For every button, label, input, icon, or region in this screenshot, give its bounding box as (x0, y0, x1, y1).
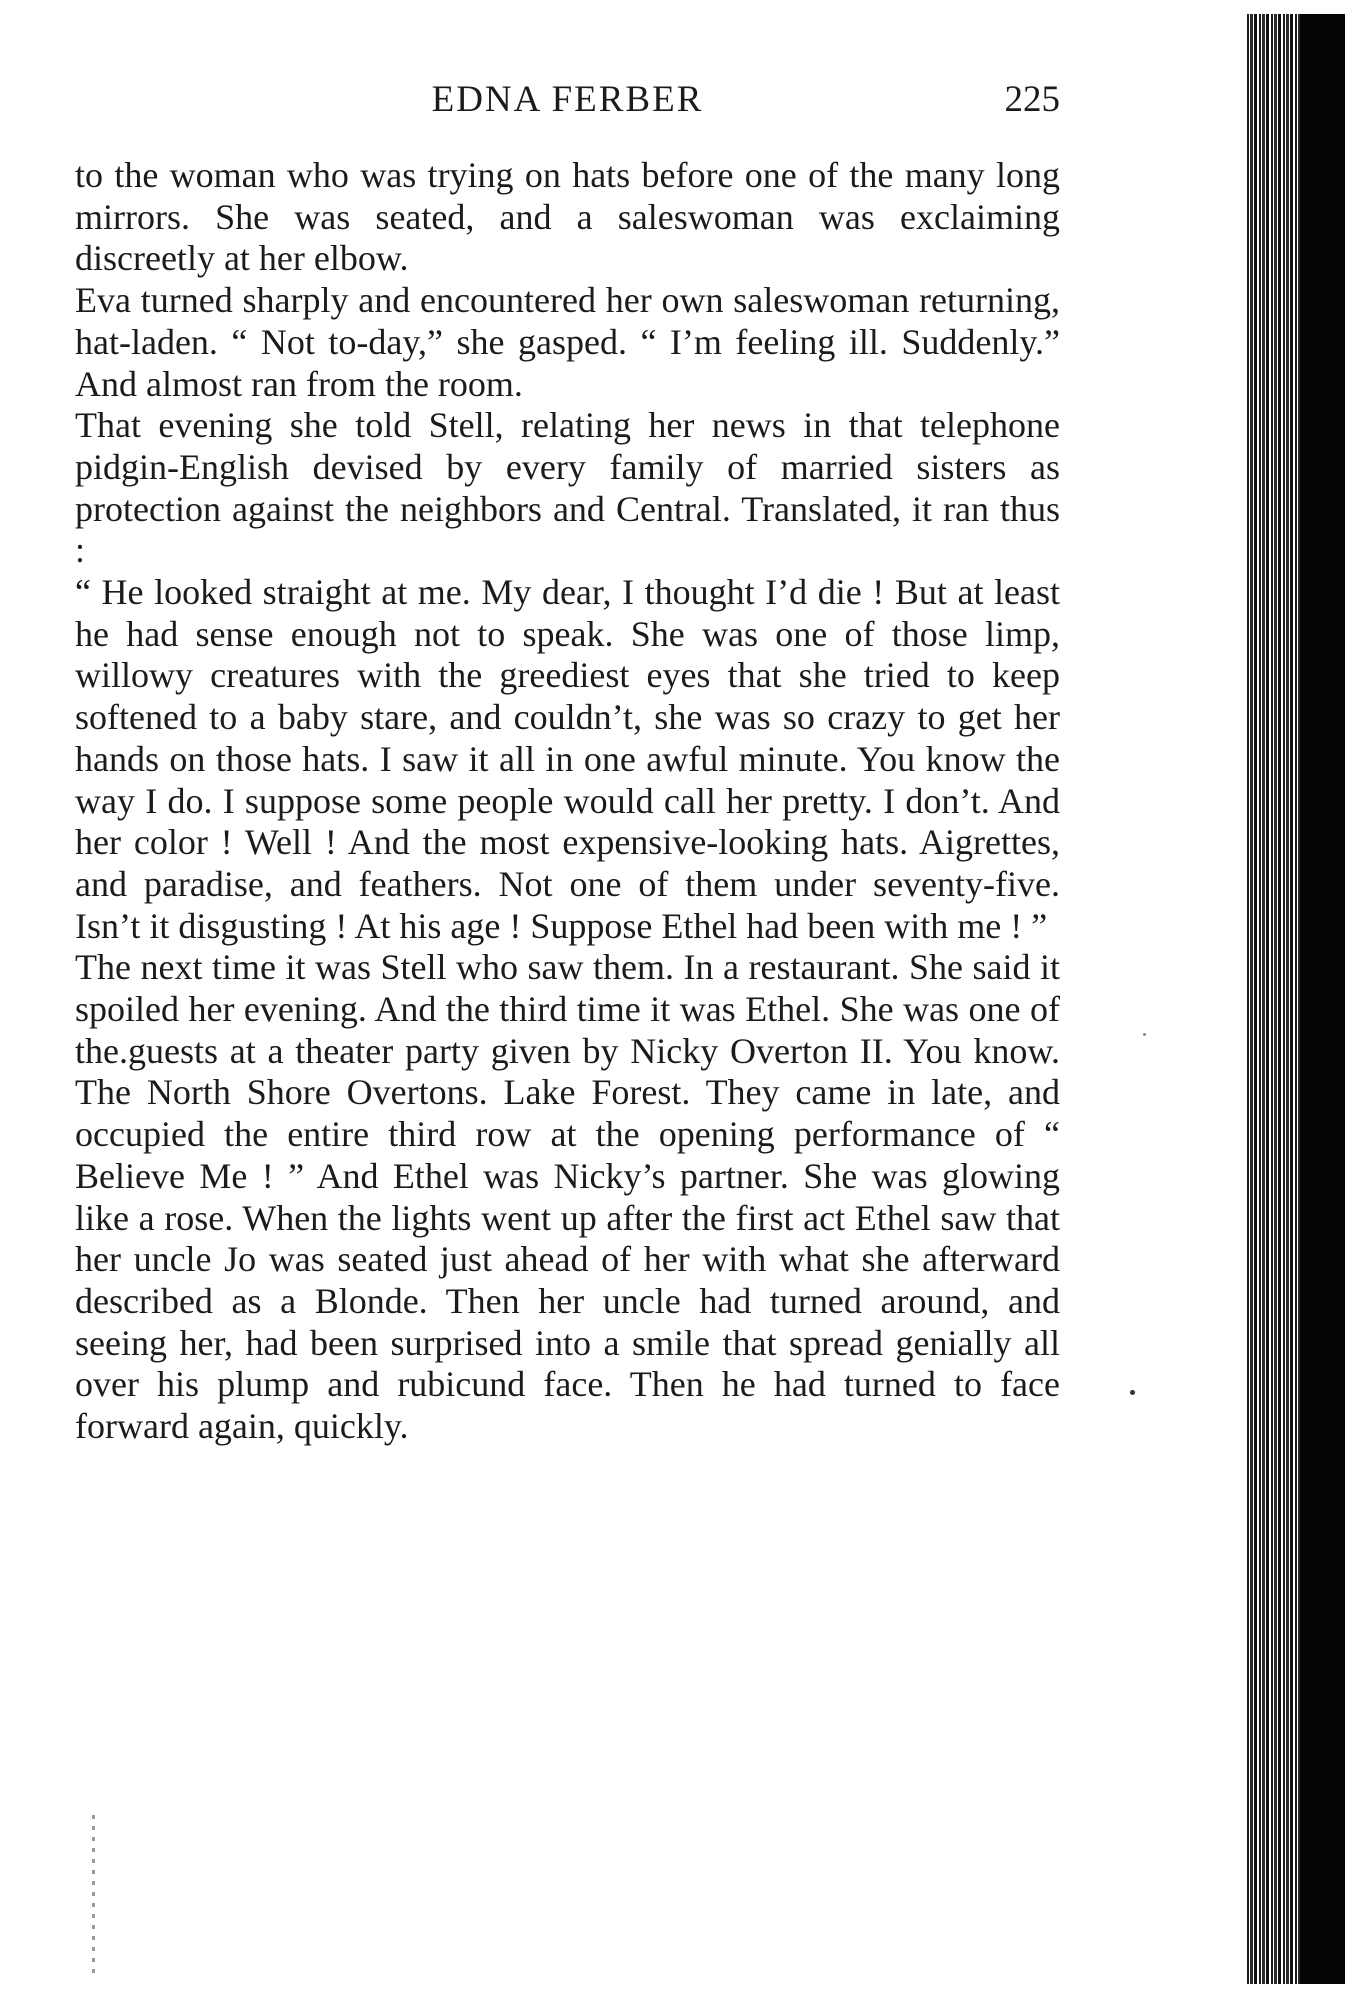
scan-speck (1130, 1390, 1135, 1395)
paragraph-5: The next time it was Stell who saw them. In a restaurant. She said it spoiled her evening. And the third time it was Ethel. She was one of the.guests at a theater party given by Nicky Overton II. You know. The North Shore Overtons. Lake Forest. They came in late, and occupied the entire third row at the opening performance of “ Believe Me ! ” And Ethel was Nicky’s partner. She was glowing like a rose. When the lights went up after the first act Ethel saw that her uncle Jo was seated just ahead of her with what she afterward described as a Blonde. Then her uncle had turned around, and seeing her, had been surprised into a smile that spread genially all over his plump and rubicund face. Then he had turned to face forward again, quickly. (75, 947, 1060, 1447)
scan-speck (1143, 1033, 1146, 1036)
running-title: EDNA FERBER (431, 79, 704, 120)
paragraph-3: That evening she told Stell, relating her news in that telephone pidgin-English devised by every family of married sisters as protection against the neighbors and Central. Translated, it ran thus : (75, 405, 1060, 571)
scan-gutter-mark (92, 1815, 95, 1980)
running-head (75, 78, 1060, 128)
paragraph-1: to the woman who was trying on hats before one of the many long mirrors. She was seated, and a saleswoman was exclaiming discreetly at her elbow. (75, 155, 1060, 279)
paragraph-4: “ He looked straight at me. My dear, I thought I’d die ! But at least he had sense enough not to speak. She was one of those limp, willowy creatures with the greediest eyes that she tried to keep softened to a baby stare, and couldn’t, she was so crazy to get her hands on those hats. I saw it all in one awful minute. You know the way I do. I suppose some people would call her pretty. I don’t. And her color ! Well ! And the most expensive-looking hats. Aigrettes, and paradise, and feathers. Not one of them under seventy-five. Isn’t it disgusting ! At his age ! Suppose Ethel had been with me ! ” (75, 572, 1060, 946)
body-text (75, 155, 1060, 1448)
page-number: 225 (1004, 79, 1060, 120)
paragraph-2: Eva turned sharply and encountered her own saleswoman returning, hat-laden. “ Not to-day,” she gasped. “ I’m feeling ill. Suddenly.” And almost ran from the room. (75, 280, 1060, 404)
book-spine-shadow (1300, 14, 1345, 1984)
